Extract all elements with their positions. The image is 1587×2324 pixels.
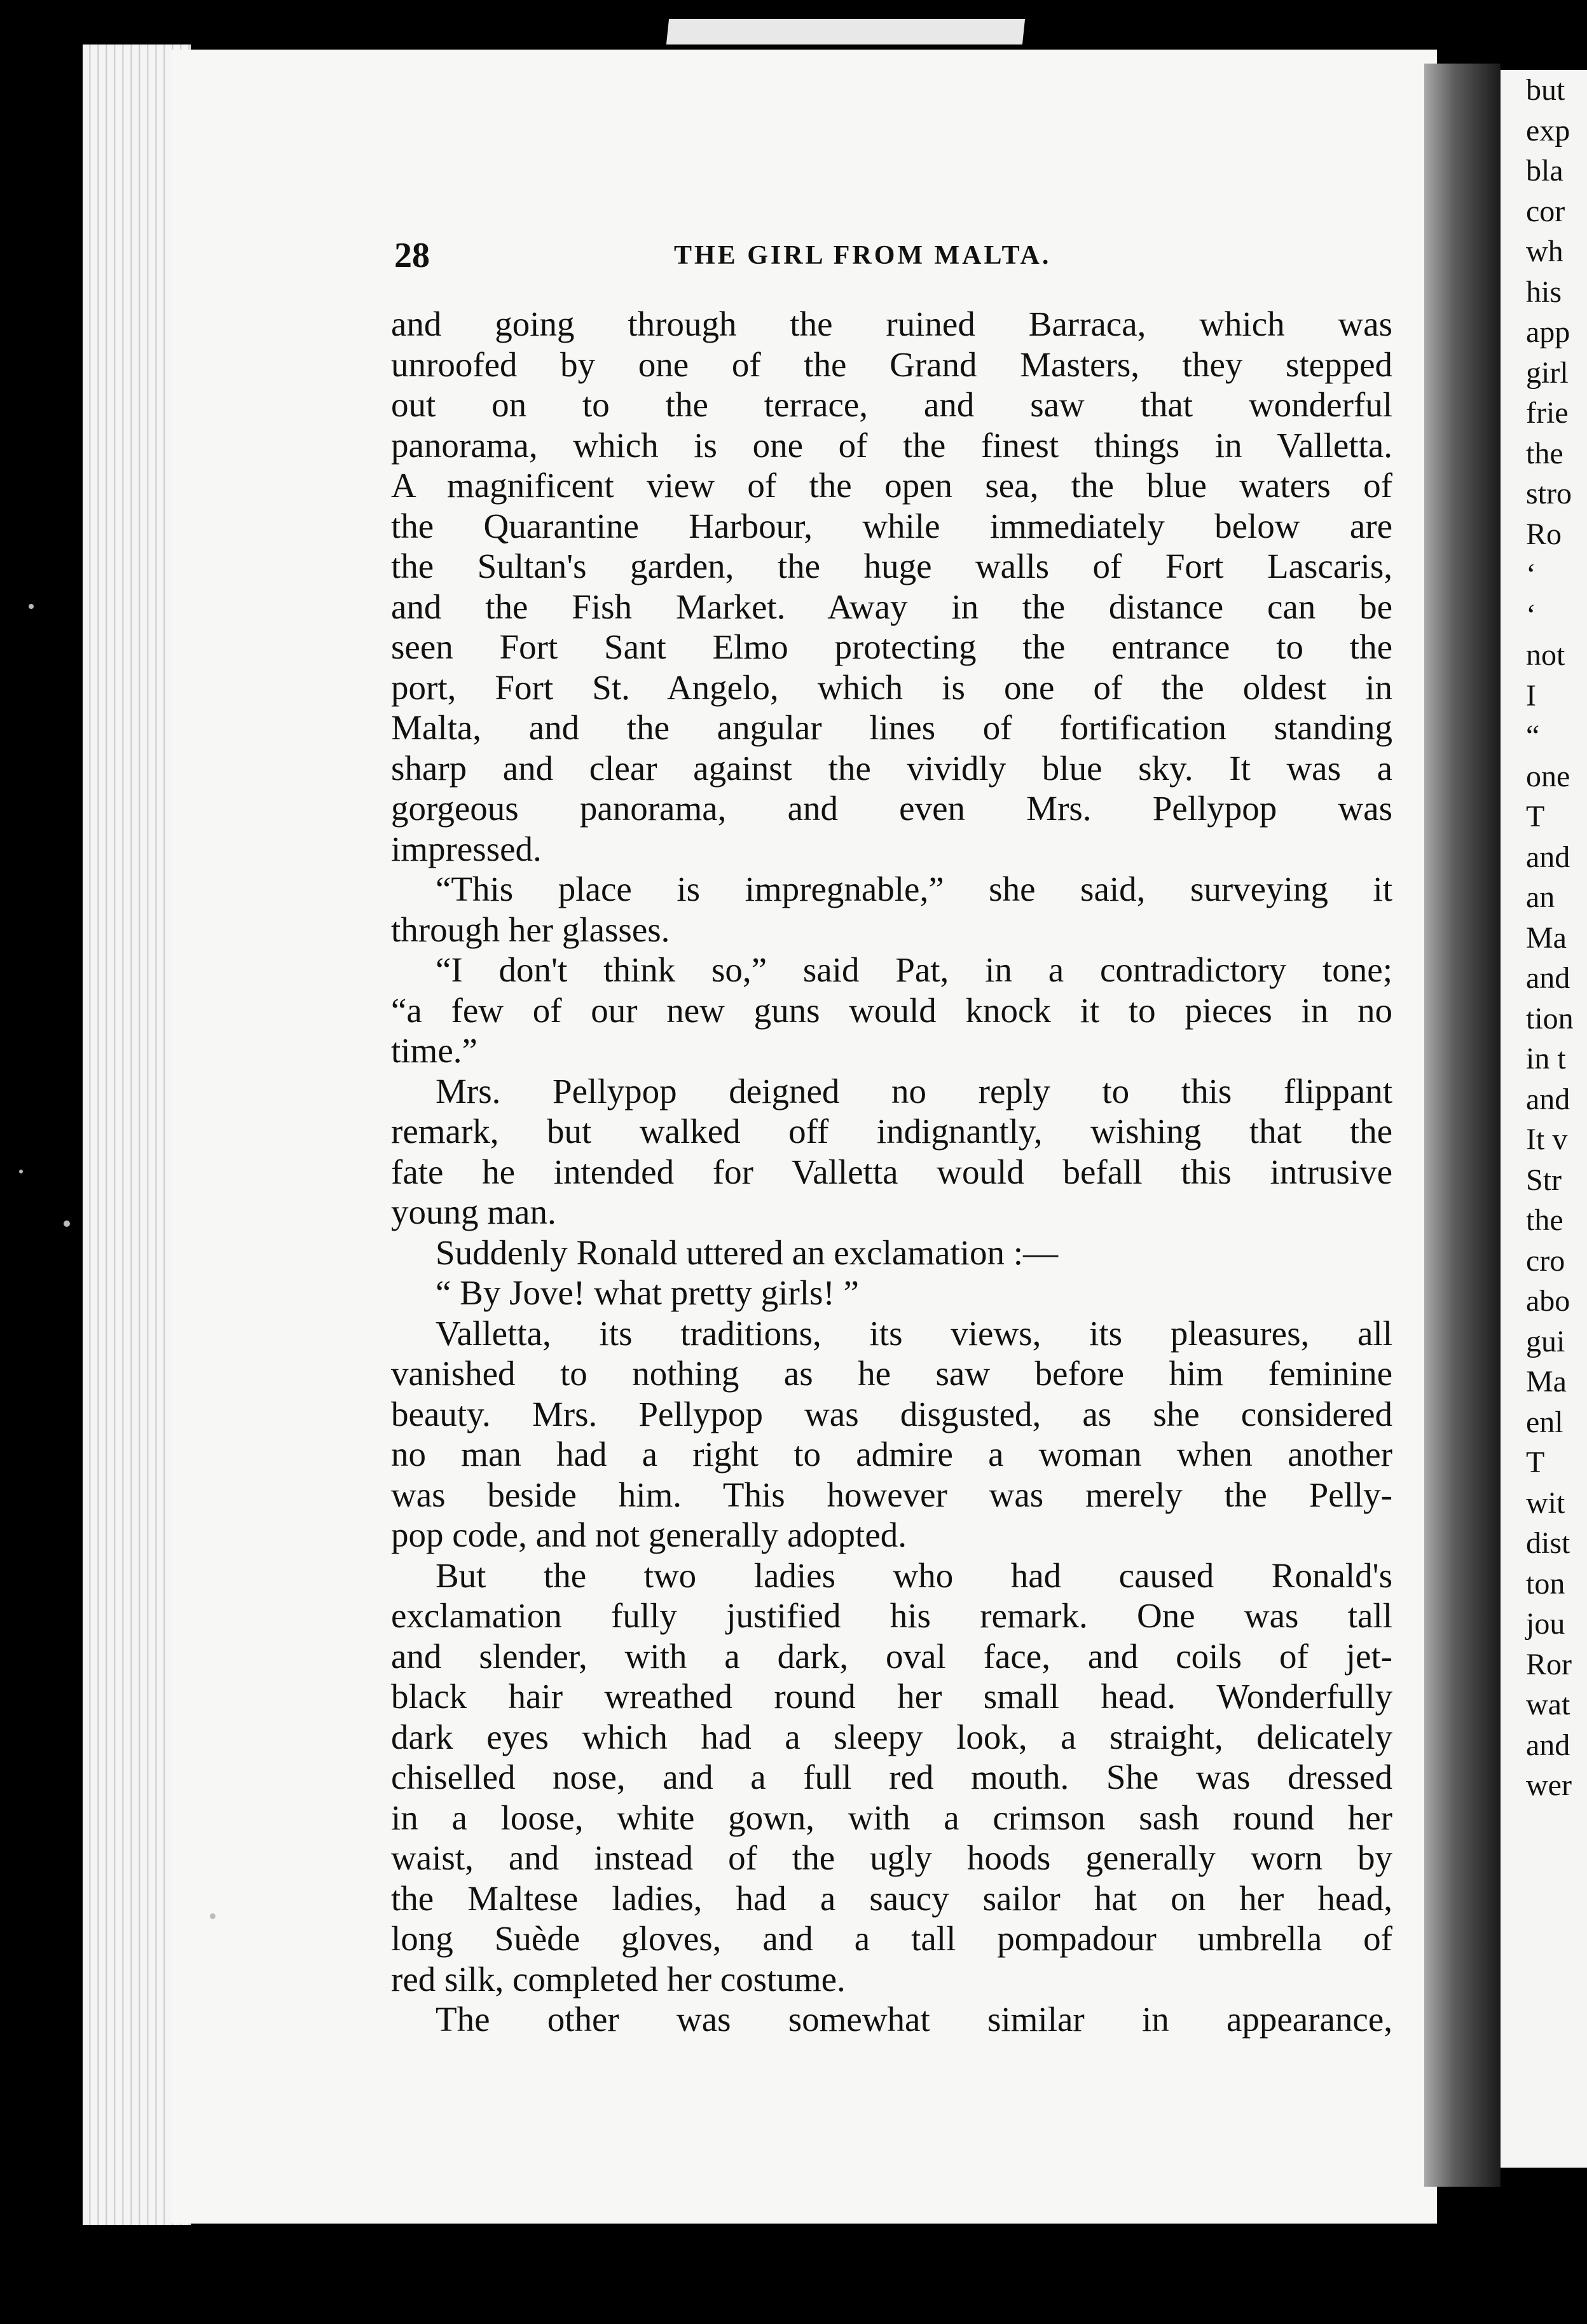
text-line: through her glasses. (391, 910, 670, 949)
text-line: Valletta, its traditions, its views, its pleasures, all (436, 1313, 1392, 1353)
facing-text-fragment: wit (1526, 1486, 1565, 1520)
facing-text-fragment: “ (1526, 719, 1540, 753)
text-line: long Suède gloves, and a tall pompadour umbrella of (391, 1919, 1392, 1958)
text-line: seen Fort Sant Elmo protecting the entrance to the (391, 627, 1392, 666)
text-line: pop code, and not generally adopted. (391, 1515, 907, 1554)
facing-text-fragment: and (1526, 961, 1570, 995)
text-line: “ By Jove! what pretty girls! ” (436, 1273, 859, 1312)
text-line: panorama, which is one of the finest things in Valletta. (391, 425, 1392, 465)
text-line: sharp and clear against the vividly blue sky. It was a (391, 748, 1392, 788)
facing-text-fragment: but (1526, 73, 1565, 107)
facing-text-fragment: It v (1526, 1123, 1568, 1156)
facing-text-fragment: cro (1526, 1243, 1565, 1278)
text-line: black hair wreathed round her small head. Wonderfully (391, 1677, 1392, 1716)
text-line: the Quarantine Harbour, while immediately below are (391, 506, 1392, 545)
facing-text-fragment: girl (1526, 355, 1569, 390)
facing-text-fragment: Ror (1526, 1647, 1572, 1681)
facing-text-fragment: T (1526, 1446, 1545, 1479)
text-line: waist, and instead of the ugly hoods generally worn by (391, 1838, 1392, 1877)
facing-text-fragment: exp (1526, 113, 1570, 147)
text-line: gorgeous panorama, and even Mrs. Pellypop was (391, 789, 1392, 828)
text-line: “I don't think so,” said Pat, in a contradictory tone; (436, 950, 1392, 989)
text-line: in a loose, white gown, with a crimson sash round her (391, 1798, 1392, 1837)
text-line: red silk, completed her costume. (391, 1959, 846, 1999)
text-line: no man had a right to admire a woman when another (391, 1435, 1392, 1473)
text-line: vanished to nothing as he saw before him feminine (391, 1354, 1392, 1393)
text-line: young man. (391, 1193, 556, 1231)
facing-text-fragment: his (1526, 275, 1562, 309)
text-line: out on to the terrace, and saw that wonderful (391, 385, 1392, 424)
facing-text-fragment: wh (1526, 235, 1563, 268)
facing-text-fragment: the (1526, 436, 1563, 470)
facing-text-fragment: dist (1526, 1526, 1570, 1560)
facing-text-fragment: and (1526, 1728, 1570, 1762)
page-gutter (1424, 64, 1501, 2187)
facing-text-fragment: and (1526, 1082, 1570, 1116)
text-line: the Maltese ladies, had a saucy sailor hat on her head, (391, 1878, 1392, 1918)
facing-text-fragment: Str (1526, 1163, 1562, 1197)
facing-text-fragment: ‘ (1526, 598, 1536, 632)
running-title: THE GIRL FROM MALTA. (674, 241, 1052, 270)
facing-text-fragment: the (1526, 1203, 1563, 1237)
facing-text-fragment: ‘ (1526, 557, 1536, 591)
facing-text-fragment: jou (1526, 1607, 1565, 1641)
facing-text-fragment: cor (1526, 194, 1565, 228)
facing-text-fragment: Ma (1526, 920, 1567, 955)
page-number: 28 (394, 236, 430, 275)
text-line: The other was somewhat similar in appearance, (436, 2000, 1392, 2039)
facing-text-fragment: tion (1526, 1001, 1574, 1036)
text-line: “This place is impregnable,” she said, surveying it (436, 870, 1392, 908)
text-line: impressed. (391, 829, 542, 868)
running-head (394, 235, 1386, 280)
facing-text-fragment: in t (1526, 1042, 1566, 1076)
facing-text-fragment: frie (1526, 396, 1569, 430)
text-line: A magnificent view of the open sea, the blue waters of (391, 466, 1392, 505)
facing-text-fragment: app (1526, 315, 1570, 349)
facing-text-fragment: bla (1526, 154, 1563, 188)
text-line: Suddenly Ronald uttered an exclamation :— (436, 1233, 1059, 1272)
text-line: and going through the ruined Barraca, which was (391, 304, 1392, 343)
facing-text-fragment: stro (1526, 477, 1572, 510)
text-line: remark, but walked off indignantly, wishing that the (391, 1112, 1392, 1151)
facing-text-fragment: T (1526, 800, 1545, 833)
facing-text-fragment: not (1526, 638, 1565, 672)
text-line: fate he intended for Valletta would befall this intrusive (391, 1152, 1392, 1191)
text-line: port, Fort St. Angelo, which is one of the oldest in (391, 667, 1392, 707)
facing-text-fragment: and (1526, 840, 1570, 874)
text-line: “a few of our new guns would knock it to pieces in no (391, 990, 1392, 1030)
text-line: chiselled nose, and a full red mouth. She was dressed (391, 1758, 1392, 1796)
facing-text-fragment: abo (1526, 1284, 1570, 1318)
text-line: and the Fish Market. Away in the distance can be (391, 587, 1392, 626)
facing-text-fragment: one (1526, 759, 1570, 793)
facing-text-fragment: ton (1526, 1566, 1565, 1601)
body-text (391, 304, 1392, 2040)
facing-text-fragment: enl (1526, 1405, 1563, 1439)
text-line: was beside him. This however was merely the Pelly- (391, 1475, 1392, 1514)
text-line: Mrs. Pellypop deigned no reply to this flippant (436, 1071, 1392, 1111)
text-line: dark eyes which had a sleepy look, a straight, delicately (391, 1717, 1392, 1756)
text-line: the Sultan's garden, the huge walls of Fort Lascaris, (391, 547, 1392, 585)
text-line: beauty. Mrs. Pellypop was disgusted, as she considered (391, 1394, 1392, 1433)
text-line: and slender, with a dark, oval face, and coils of jet- (391, 1636, 1392, 1676)
text-line: time.” (391, 1031, 477, 1070)
text-line: But the two ladies who had caused Ronald's (436, 1555, 1392, 1595)
facing-text-fragment: wat (1526, 1688, 1570, 1721)
facing-text-fragment: an (1526, 880, 1555, 914)
paper-strip (666, 19, 1025, 44)
facing-text-fragment: Ro (1526, 517, 1562, 551)
facing-text-fragment: gui (1526, 1324, 1565, 1358)
facing-text-fragment: Ma (1526, 1365, 1567, 1398)
facing-text-fragment: wer (1526, 1768, 1572, 1802)
text-line: unroofed by one of the Grand Masters, they stepped (391, 345, 1392, 384)
facing-page (1501, 70, 1587, 2168)
facing-text-fragment: I (1526, 678, 1536, 713)
text-line: exclamation fully justified his remark. One was tall (391, 1596, 1392, 1635)
text-line: Malta, and the angular lines of fortification standing (391, 708, 1392, 747)
